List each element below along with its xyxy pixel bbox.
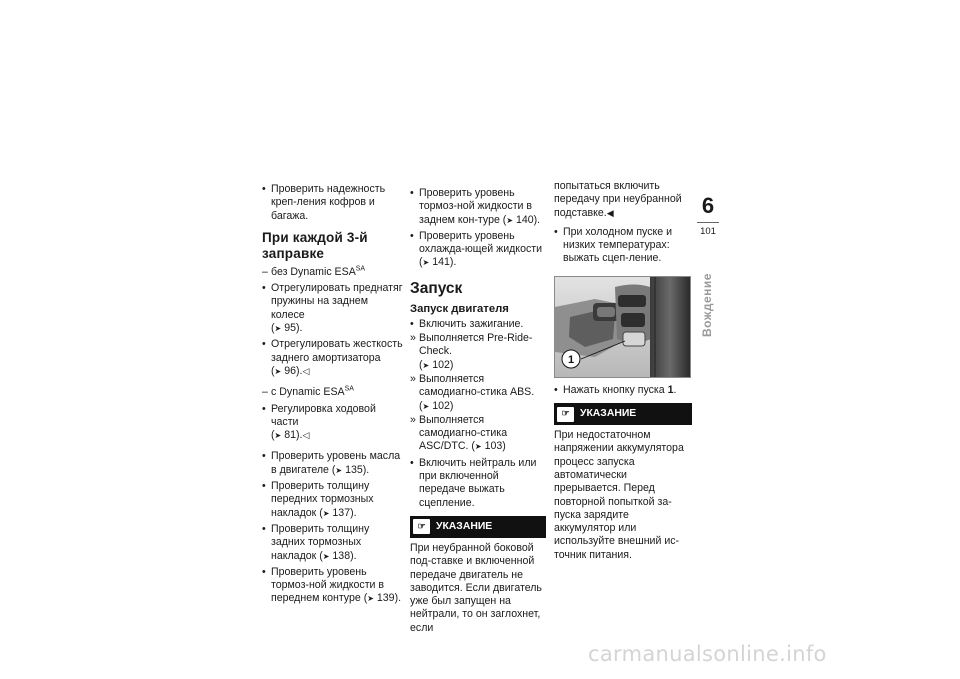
column-1 xyxy=(262,180,404,606)
page-ref-arrow-icon: ➤ xyxy=(322,508,330,518)
abs-selftest-result: » Выполняется самодиагно-стика ABS. (➤ 102) xyxy=(410,373,546,413)
column-2 xyxy=(410,187,546,635)
adjust-spring-preload-item: • Отрегулировать преднатяг пружины на заднем колесе (➤ 95). xyxy=(262,282,404,335)
ignition-on-step: • Включить зажигание. xyxy=(410,318,546,331)
watermark: carmanualsonline.info xyxy=(588,642,827,666)
asc-selftest-result: » Выполняется самодиагно-стика ASC/DTC. (➤ 103) xyxy=(410,414,546,454)
section-heading-start: Запуск xyxy=(410,279,463,297)
check-coolant-item: • Проверить уровень охлажда-ющей жидкости (➤ 141). xyxy=(410,230,546,270)
option-with-esa: – с Dynamic $ESA^{SA}$ xyxy=(262,386,404,399)
neutral-or-clutch-step: • Включить нейтраль или при включенной передаче выжать сцепление. xyxy=(410,457,546,510)
press-start-button-step: • Нажать кнопку пуска 1. xyxy=(554,384,692,397)
note-text-2: При недостаточном напряжении аккумулятора процесс запуска автоматически прерывается. Перед повторной попыткой за-пуска зарядите аккумулятор или используйте внешний ис-точник питания. xyxy=(554,429,684,561)
column-3 xyxy=(554,180,692,562)
page-ref-arrow-icon: ➤ xyxy=(367,594,374,604)
adjust-damping-item: • Отрегулировать жесткость заднего амортизатора (➤ 96).◁ xyxy=(262,338,404,378)
chapter-divider xyxy=(697,222,719,223)
note-banner: ☞ УКАЗАНИЕ xyxy=(410,516,546,538)
page-number: 101 xyxy=(700,226,716,237)
page-ref-arrow-icon: ➤ xyxy=(335,465,343,475)
check-front-pads-item: • Проверить толщину передних тормозных накладок (➤ 137). xyxy=(262,480,404,520)
adjust-chassis-item: • Регулировка ходовой части (➤ 81).◁ xyxy=(262,403,404,443)
option-without-esa: – без Dynamic $ESA^{SA}$ xyxy=(262,266,404,279)
handlebar-switch-illustration xyxy=(555,277,690,377)
page-ref-arrow-icon: ➤ xyxy=(474,442,482,452)
note-text: При неубранной боковой под-ставке и включенной передаче двигатель не заводится. Если двигатель уже был запущен на нейтрали, то он заглохнет, если xyxy=(410,541,542,634)
page-ref-arrow-icon: ➤ xyxy=(322,551,330,561)
cold-start-step: • При холодном пуске и низких температурах: выжать сцеп-ление. xyxy=(554,226,692,266)
section-end-icon: ◁ xyxy=(302,365,310,376)
pre-ride-check-result: » Выполняется Pre-Ride-Check. (➤ 102) xyxy=(410,332,546,372)
page-ref-arrow-icon: ➤ xyxy=(422,258,430,268)
page-ref-arrow-icon: ➤ xyxy=(506,215,514,225)
page-ref-arrow-icon: ➤ xyxy=(422,401,430,411)
subsection-heading-engine-start: Запуск двигателя xyxy=(410,302,509,315)
chapter-number: 6 xyxy=(701,193,715,218)
handlebar-switch-photo xyxy=(554,276,691,378)
check-oil-level-item: • Проверить уровень масла в двигателе (➤ 135). xyxy=(262,450,404,477)
section-heading-every-third-refuel: При каждой 3-й заправке xyxy=(262,229,368,261)
check-luggage-item: • Проверить надежность креп-ления кофров и багажа. xyxy=(262,183,404,223)
page-ref-arrow-icon: ➤ xyxy=(274,366,282,376)
pointing-hand-icon: ☞ xyxy=(413,519,430,534)
check-front-brake-fluid-item: • Проверить уровень тормоз-ной жидкости в переднем контуре (➤ 139). xyxy=(262,566,404,606)
chapter-title: Вождение xyxy=(700,273,714,337)
callout-number: 1 xyxy=(567,353,575,366)
note-banner-2: ☞ УКАЗАНИЕ xyxy=(554,403,692,425)
section-end-icon: ◁ xyxy=(302,430,310,441)
page-ref-arrow-icon: ➤ xyxy=(274,324,282,334)
page-ref-arrow-icon: ➤ xyxy=(274,431,282,441)
page-ref-arrow-icon: ➤ xyxy=(422,360,430,370)
pointing-hand-icon: ☞ xyxy=(557,407,574,422)
check-rear-brake-fluid-item: • Проверить уровень тормоз-ной жидкости в заднем кон-туре (➤ 140). xyxy=(410,187,546,227)
section-end-icon: ◀ xyxy=(606,207,614,218)
note-continuation: попытаться включить передачу при неубранной подставке.◀ xyxy=(554,180,682,219)
check-rear-pads-item: • Проверить толщину задних тормозных накладок (➤ 138). xyxy=(262,523,404,563)
